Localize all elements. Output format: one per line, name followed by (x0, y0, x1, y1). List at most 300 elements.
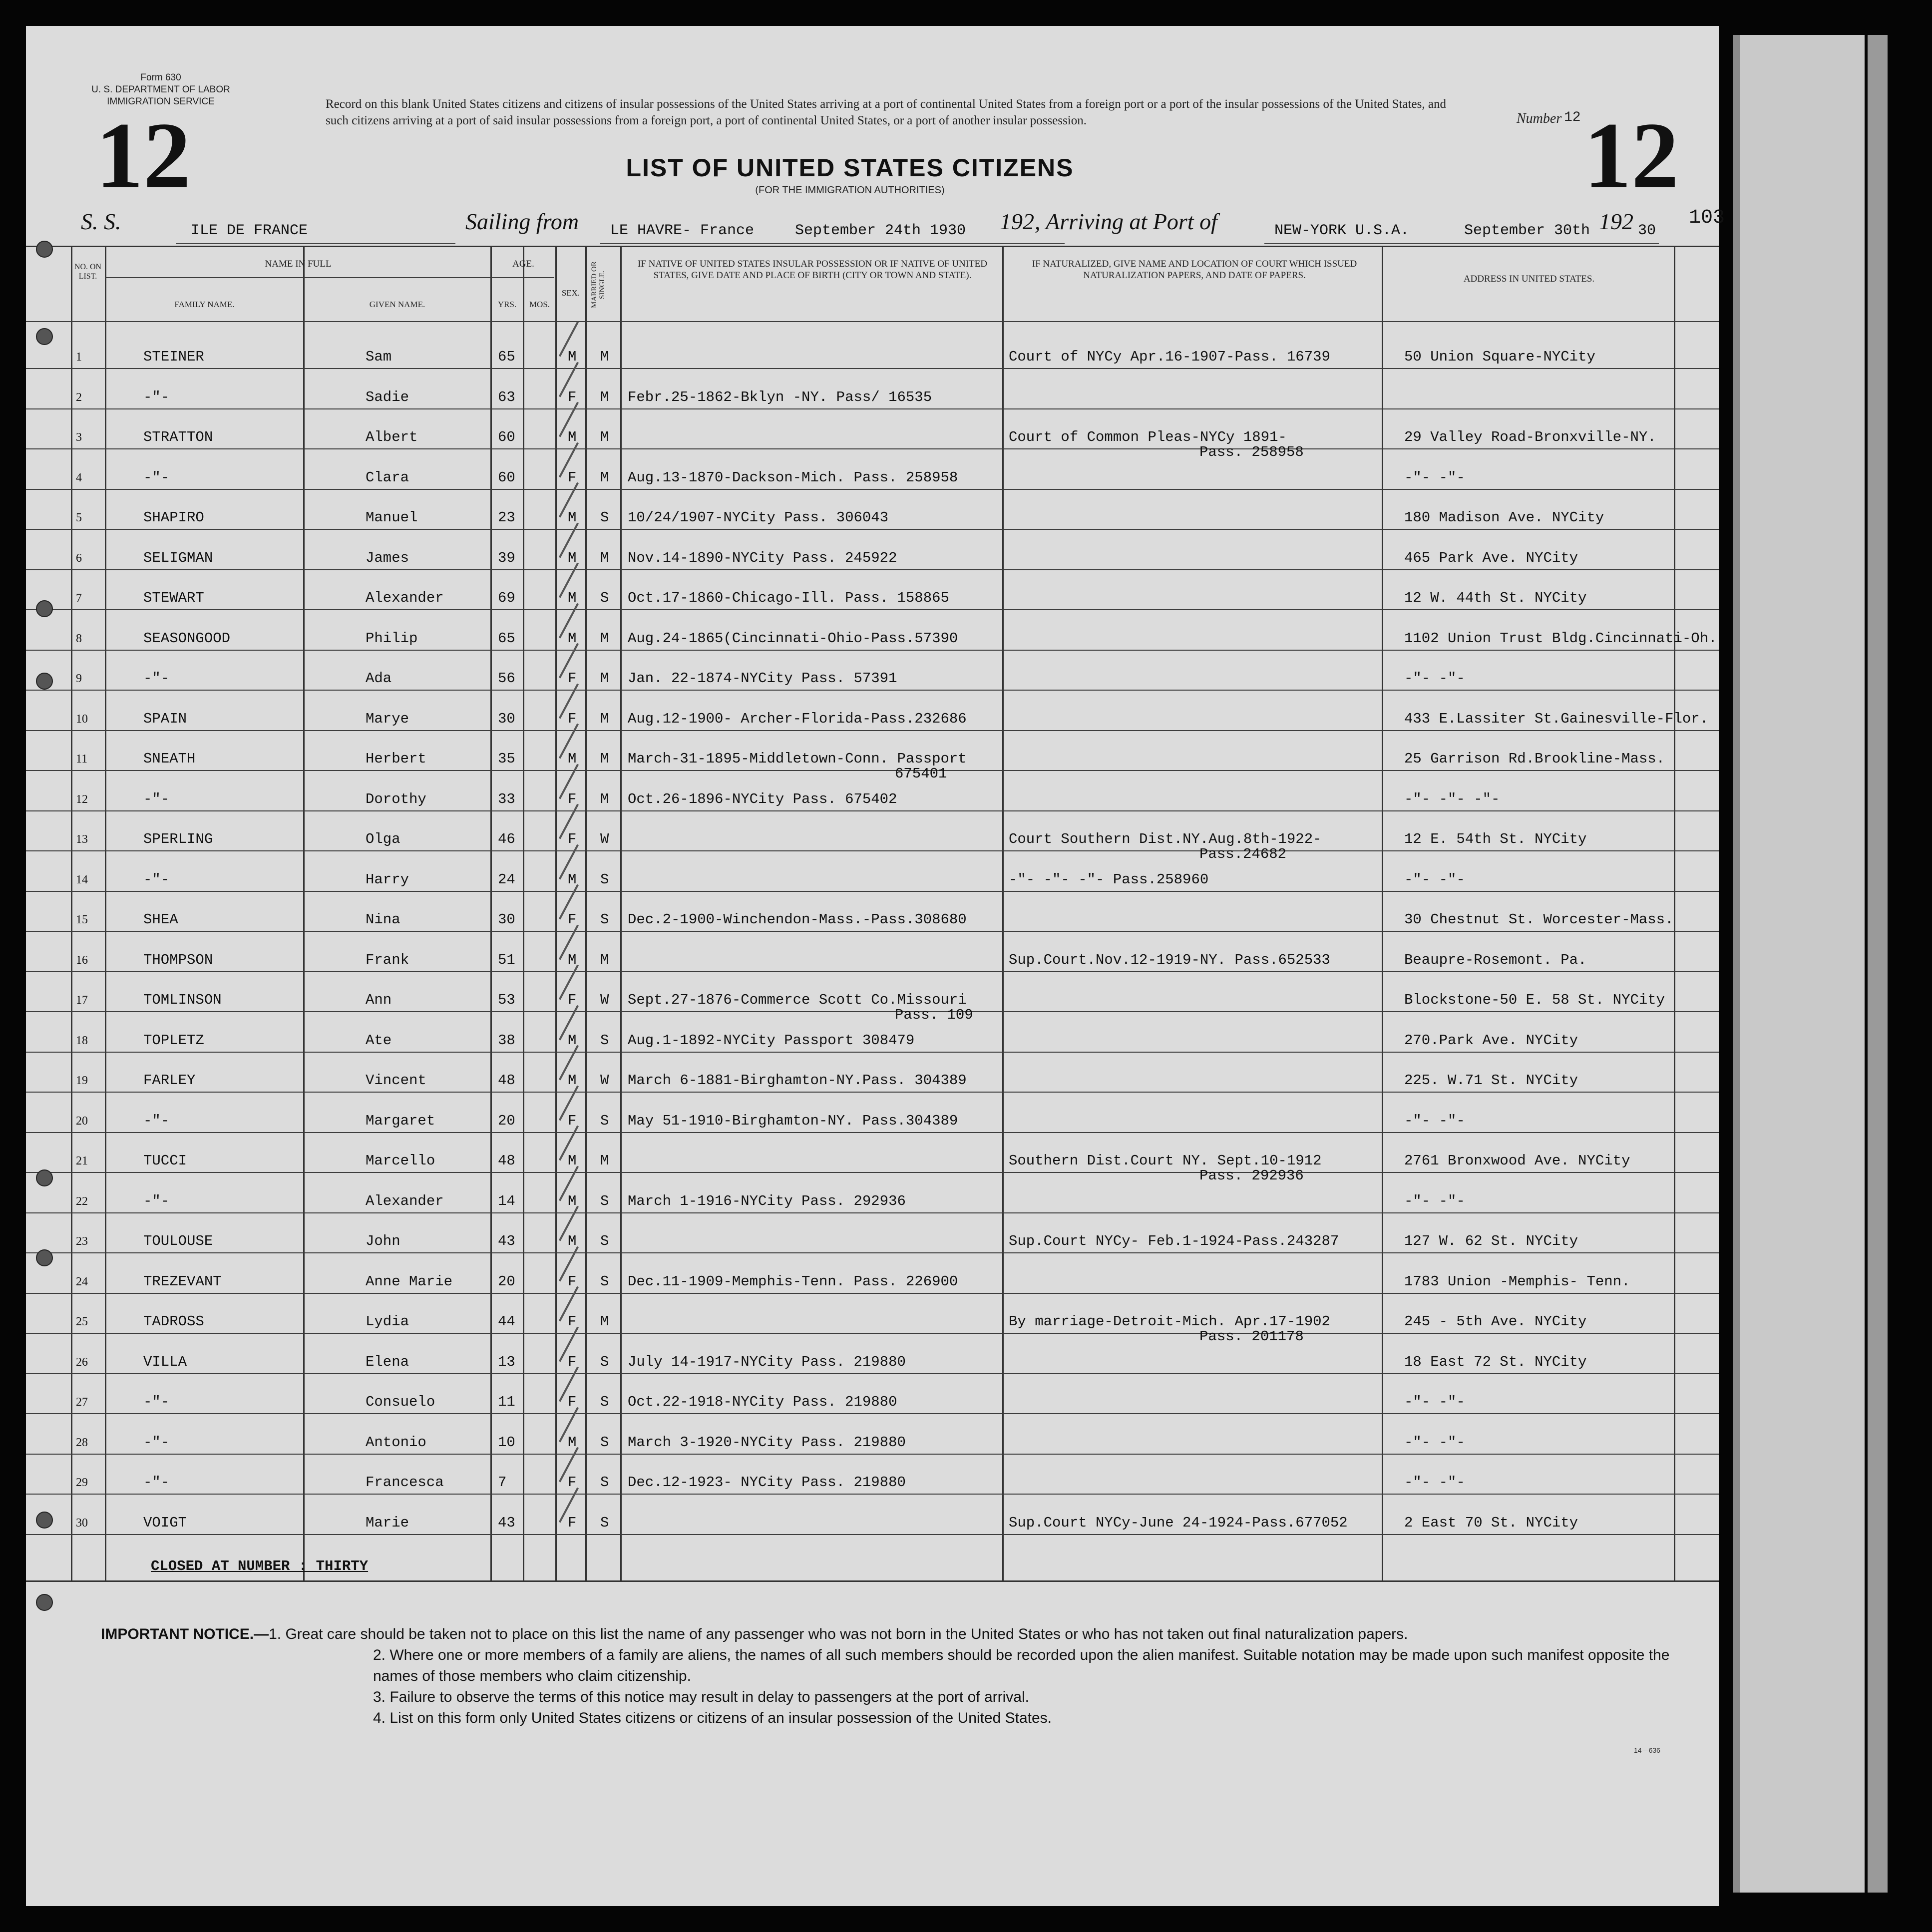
table-row (26, 935, 1719, 975)
sex: M (568, 871, 577, 888)
service-name: IMMIGRATION SERVICE (107, 96, 215, 107)
family-name: TUCCI (143, 1153, 187, 1169)
marital-status: M (600, 670, 609, 687)
page-subtitle: (FOR THE IMMIGRATION AUTHORITIES) (755, 185, 945, 196)
marital-status: M (600, 630, 609, 647)
marital-status: M (600, 1313, 609, 1330)
address: 50 Union Square-NYCity (1404, 349, 1595, 365)
header-name-in-full: NAME IN FULL (265, 259, 332, 269)
sailing-date: September 24th 1930 (795, 222, 966, 239)
marital-status: W (600, 1072, 609, 1089)
family-name: -"- (143, 1112, 170, 1129)
page-title: LIST OF UNITED STATES CITIZENS (626, 154, 1074, 182)
stamped-list-number-left: 12 (96, 103, 191, 208)
row-number: 19 (76, 1074, 88, 1087)
age-years: 14 (498, 1192, 515, 1209)
sex: M (568, 630, 577, 647)
naturalization-info: Sup.Court.Nov.12-1919-NY. Pass.652533 (1009, 951, 1330, 968)
family-name: SPAIN (143, 710, 187, 727)
age-years: 23 (498, 509, 515, 526)
sex: F (568, 1353, 577, 1370)
manifest-page (26, 26, 1725, 1906)
sex: F (568, 388, 577, 405)
given-name: Francesca (366, 1474, 444, 1491)
year-prefix-arrival: 192 (1599, 209, 1633, 234)
family-name: SEASONGOOD (143, 630, 231, 647)
birth-info: Aug.24-1865(Cincinnati-Ohio-Pass.57390 (628, 630, 958, 647)
given-name: Alexander (366, 1192, 444, 1209)
number-value: 12 (1564, 110, 1581, 125)
notice-item-1: 1. Great care should be taken not to place on this list the name of any passenger who was not born in the United States or who has not taken out final naturalization papers. (269, 1626, 1408, 1642)
row-number: 30 (76, 1516, 88, 1530)
row-rule (26, 1252, 1719, 1253)
table-row (26, 1016, 1719, 1056)
given-name: Ada (366, 670, 392, 687)
birth-info: Oct.22-1918-NYCity Pass. 219880 (628, 1394, 897, 1410)
age-years: 44 (498, 1313, 515, 1330)
important-notice (101, 1624, 1699, 1729)
punch-hole (36, 1169, 53, 1186)
family-name: SNEATH (143, 751, 196, 767)
given-name: Sam (366, 349, 392, 365)
sailing-from-label: Sailing from (465, 209, 579, 234)
punch-hole (36, 600, 53, 617)
birth-info-continued: Pass. 109 (895, 1007, 973, 1023)
header-married-single: MARRIED OR SINGLE. (590, 261, 606, 308)
punch-hole (36, 673, 53, 690)
table-row (26, 1096, 1719, 1136)
marital-status: M (600, 1153, 609, 1169)
address: 25 Garrison Rd.Brookline-Mass. (1404, 751, 1665, 767)
sex: M (568, 509, 577, 526)
row-rule (26, 1011, 1719, 1012)
table-row (26, 1257, 1719, 1297)
header-family-name: FAMILY NAME. (174, 300, 235, 309)
form-identifier (76, 72, 246, 108)
row-rule (26, 529, 1719, 530)
row-rule (26, 1534, 1719, 1535)
family-name: THOMPSON (143, 951, 213, 968)
age-years: 33 (498, 790, 515, 807)
sex: M (568, 549, 577, 566)
row-rule (26, 931, 1719, 932)
sex: M (568, 751, 577, 767)
row-rule (26, 1333, 1719, 1334)
family-name: STEINER (143, 349, 204, 365)
table-row (26, 1418, 1719, 1458)
number-label: Number (1517, 111, 1562, 126)
marital-status: S (600, 590, 609, 606)
given-name: Ate (366, 1032, 392, 1049)
row-number: 16 (76, 953, 88, 967)
stamped-list-number-right: 12 (1584, 103, 1679, 208)
table-row (26, 373, 1719, 412)
family-name: VOIGT (143, 1514, 187, 1531)
table-row (26, 1297, 1719, 1345)
row-number: 14 (76, 873, 88, 886)
table-row (26, 975, 1719, 1023)
sex: M (568, 1153, 577, 1169)
given-name: Ann (366, 992, 392, 1008)
age-years: 13 (498, 1353, 515, 1370)
family-name: SHEA (143, 911, 178, 928)
family-name: -"- (143, 790, 170, 807)
sex: M (568, 1032, 577, 1049)
table-row (26, 1056, 1719, 1096)
marital-status: S (600, 1434, 609, 1451)
age-years: 11 (498, 1394, 515, 1410)
family-name: TOMLINSON (143, 992, 222, 1008)
passenger-table (26, 246, 1719, 1582)
sex: M (568, 951, 577, 968)
row-number: 4 (76, 471, 82, 484)
arrival-date: September 30th (1464, 222, 1590, 239)
birth-info: Aug.1-1892-NYCity Passport 308479 (628, 1032, 915, 1049)
naturalization-info-continued: Pass. 258958 (1199, 444, 1304, 460)
birth-info: May 51-1910-Birghamton-NY. Pass.304389 (628, 1112, 958, 1129)
address: 29 Valley Road-Bronxville-NY. (1404, 429, 1656, 445)
table-row (26, 1216, 1719, 1256)
header-subrule (105, 277, 554, 278)
marital-status: M (600, 349, 609, 365)
sex: F (568, 469, 577, 486)
year-suffix-arrival: 30 (1638, 222, 1656, 239)
row-rule (26, 1373, 1719, 1374)
birth-info: Febr.25-1862-Bklyn -NY. Pass/ 16535 (628, 388, 932, 405)
age-years: 35 (498, 751, 515, 767)
address: 433 E.Lassiter St.Gainesville-Flor. (1404, 710, 1709, 727)
header-birth: IF NATIVE OF UNITED STATES INSULAR POSSESSION OR IF NATIVE OF UNITED STATES, GIVE DATE AND PLACE OF BIRTH (CITY OR TOWN AND STATE). (638, 259, 987, 281)
family-name: TADROSS (143, 1313, 204, 1330)
birth-info: Dec.12-1923- NYCity Pass. 219880 (628, 1474, 906, 1491)
family-name: STRATTON (143, 429, 213, 445)
notice-heading: IMPORTANT NOTICE.— (101, 1626, 269, 1642)
table-row (26, 895, 1719, 935)
given-name: Marcello (366, 1153, 435, 1169)
row-number: 25 (76, 1315, 88, 1328)
row-number: 27 (76, 1396, 88, 1409)
row-rule (26, 690, 1719, 691)
family-name: -"- (143, 388, 170, 405)
row-number: 10 (76, 712, 88, 726)
family-name: TOPLETZ (143, 1032, 204, 1049)
given-name: Alexander (366, 590, 444, 606)
naturalization-info-continued: Pass. 201178 (1199, 1328, 1304, 1345)
given-name: Sadie (366, 388, 409, 405)
address: -"- -"- (1404, 1474, 1465, 1491)
header-age-months: MOS. (529, 300, 550, 309)
given-name: Vincent (366, 1072, 426, 1089)
marital-status: M (600, 951, 609, 968)
given-name: Antonio (366, 1434, 426, 1451)
sex: F (568, 670, 577, 687)
sex: M (568, 1434, 577, 1451)
address: 2 East 70 St. NYCity (1404, 1514, 1578, 1531)
address: 1783 Union -Memphis- Tenn. (1404, 1273, 1630, 1290)
marital-status: M (600, 429, 609, 445)
address: -"- -"- (1404, 670, 1465, 687)
instructions-text: Record on this blank United States citizens and citizens of insular possessions of the United States arriving at a port of continental United States from a foreign port or a port of the insular possessions of the United States, and such citizens arriving at a port of said insular possessions from a foreign port, a port of continental United States, or a port of another insular possession. (326, 97, 1446, 127)
row-number: 23 (76, 1235, 88, 1248)
address: -"- -"- -"- (1404, 790, 1500, 807)
birth-info: 10/24/1907-NYCity Pass. 306043 (628, 509, 889, 526)
closed-at-number: CLOSED AT NUMBER : THIRTY (151, 1558, 369, 1574)
family-name: -"- (143, 469, 170, 486)
marital-status: M (600, 469, 609, 486)
marital-status: S (600, 911, 609, 928)
row-rule (26, 1132, 1719, 1133)
table-row (26, 1136, 1719, 1184)
birth-info: Dec.11-1909-Memphis-Tenn. Pass. 226900 (628, 1273, 958, 1290)
age-years: 48 (498, 1153, 515, 1169)
marital-status: M (600, 790, 609, 807)
row-number: 7 (76, 592, 82, 605)
given-name: Nina (366, 911, 400, 928)
address: 12 E. 54th St. NYCity (1404, 831, 1587, 847)
naturalization-info-continued: Pass. 292936 (1199, 1167, 1304, 1184)
header-given-name: GIVEN NAME. (369, 300, 425, 309)
address: -"- -"- (1404, 871, 1465, 888)
ship-name: ILE DE FRANCE (191, 222, 308, 239)
age-years: 56 (498, 670, 515, 687)
row-rule (26, 569, 1719, 570)
row-rule (26, 730, 1719, 731)
row-number: 12 (76, 792, 88, 806)
given-name: Consuelo (366, 1394, 435, 1410)
address: 180 Madison Ave. NYCity (1404, 509, 1604, 526)
sex: M (568, 1233, 577, 1249)
naturalization-info: Southern Dist.Court NY. Sept.10-1912 (1009, 1153, 1322, 1169)
given-name: Manuel (366, 509, 418, 526)
given-name: Herbert (366, 751, 426, 767)
address: 1102 Union Trust Bldg.Cincinnati-Oh. (1404, 630, 1717, 647)
age-years: 43 (498, 1233, 515, 1249)
table-row (26, 1498, 1719, 1538)
header-naturalized: IF NATURALIZED, GIVE NAME AND LOCATION OF COURT WHICH ISSUED NATURALIZATION PAPERS, AND DATE OF PAPERS. (1032, 259, 1357, 281)
row-number: 26 (76, 1355, 88, 1369)
form-number: Form 630 (140, 72, 181, 83)
birth-info: March 1-1916-NYCity Pass. 292936 (628, 1192, 906, 1209)
ss-label: S. S. (81, 209, 121, 234)
arrival-underline (1264, 243, 1659, 244)
family-name: -"- (143, 1474, 170, 1491)
row-number: 11 (76, 753, 88, 766)
marital-status: W (600, 831, 609, 847)
row-number: 18 (76, 1034, 88, 1047)
address: Beaupre-Rosemont. Pa. (1404, 951, 1587, 968)
binder-edge (1868, 35, 1888, 1893)
table-row (26, 654, 1719, 694)
row-number: 29 (76, 1476, 88, 1489)
row-number: 28 (76, 1436, 88, 1449)
row-number: 15 (76, 913, 88, 926)
row-rule (26, 609, 1719, 610)
table-row (26, 573, 1719, 613)
marital-status: M (600, 710, 609, 727)
header-age: AGE. (512, 259, 534, 269)
family-name: FARLEY (143, 1072, 196, 1089)
age-years: 30 (498, 710, 515, 727)
table-row (26, 533, 1719, 573)
given-name: Frank (366, 951, 409, 968)
row-number: 21 (76, 1155, 88, 1167)
sex: F (568, 1474, 577, 1491)
table-row (26, 453, 1719, 493)
given-name: John (366, 1233, 400, 1249)
header-rule (26, 321, 1719, 322)
family-name: -"- (143, 1192, 170, 1209)
age-years: 43 (498, 1514, 515, 1531)
age-years: 39 (498, 549, 515, 566)
row-number: 6 (76, 551, 82, 565)
table-row (26, 1377, 1719, 1417)
address: 465 Park Ave. NYCity (1404, 549, 1578, 566)
table-row (26, 855, 1719, 895)
family-name: -"- (143, 871, 170, 888)
row-rule (26, 850, 1719, 851)
birth-info: Oct.17-1860-Chicago-Ill. Pass. 158865 (628, 590, 949, 606)
age-years: 65 (498, 349, 515, 365)
age-years: 38 (498, 1032, 515, 1049)
header-sex: SEX. (561, 288, 580, 298)
marital-status: S (600, 1273, 609, 1290)
row-number: 2 (76, 390, 82, 404)
age-years: 69 (498, 590, 515, 606)
marital-status: M (600, 388, 609, 405)
next-page-edge (1733, 35, 1865, 1893)
age-years: 24 (498, 871, 515, 888)
row-rule (26, 1413, 1719, 1414)
table-row (26, 1337, 1719, 1377)
age-years: 20 (498, 1273, 515, 1290)
naturalization-info: Court of NYCy Apr.16-1907-Pass. 16739 (1009, 349, 1330, 365)
family-name: SHAPIRO (143, 509, 204, 526)
voyage-line (26, 208, 1719, 241)
punch-hole (36, 1249, 53, 1266)
sex: F (568, 1514, 577, 1531)
punch-hole (36, 1594, 53, 1611)
row-rule (26, 1454, 1719, 1455)
marital-status: S (600, 1514, 609, 1531)
table-row (26, 1458, 1719, 1498)
form-code: 14—636 (1634, 1746, 1660, 1754)
sex: M (568, 1192, 577, 1209)
row-rule (26, 1212, 1719, 1213)
row-rule (26, 770, 1719, 771)
table-row (26, 412, 1719, 460)
birth-info: July 14-1917-NYCity Pass. 219880 (628, 1353, 906, 1370)
family-name: SPERLING (143, 831, 213, 847)
family-name: STEWART (143, 590, 204, 606)
sex: F (568, 831, 577, 847)
address: 225. W.71 St. NYCity (1404, 1072, 1578, 1089)
sex: M (568, 1072, 577, 1089)
age-years: 30 (498, 911, 515, 928)
birth-info: March 3-1920-NYCity Pass. 219880 (628, 1434, 906, 1451)
address: -"- -"- (1404, 1112, 1465, 1129)
address: 270.Park Ave. NYCity (1404, 1032, 1578, 1049)
sex: F (568, 1394, 577, 1410)
address: 18 East 72 St. NYCity (1404, 1353, 1587, 1370)
age-years: 20 (498, 1112, 515, 1129)
birth-info: Nov.14-1890-NYCity Pass. 245922 (628, 549, 897, 566)
given-name: Marie (366, 1514, 409, 1531)
given-name: Clara (366, 469, 409, 486)
table-row (26, 774, 1719, 814)
row-number: 24 (76, 1275, 88, 1288)
naturalization-info: Court of Common Pleas-NYCy 1891- (1009, 429, 1287, 445)
naturalization-info: Court Southern Dist.NY.Aug.8th-1922- (1009, 831, 1322, 847)
age-years: 60 (498, 429, 515, 445)
row-number: 1 (76, 351, 82, 364)
given-name: Lydia (366, 1313, 409, 1330)
sex: F (568, 1273, 577, 1290)
table-row (26, 694, 1719, 734)
row-number: 17 (76, 994, 88, 1007)
given-name: Olga (366, 831, 400, 847)
birth-info: Aug.12-1900- Archer-Florida-Pass.232686 (628, 710, 967, 727)
age-years: 65 (498, 630, 515, 647)
notice-item-2: 2. Where one or more members of a family are aliens, the names of all such members should be recorded upon the alien manifest. Suitable notation may be made upon such manifest opposite the names of those members who claim citizenship. (373, 1647, 1670, 1684)
sex: F (568, 1112, 577, 1129)
address: 12 W. 44th St. NYCity (1404, 590, 1587, 606)
family-name: -"- (143, 1434, 170, 1451)
row-number: 5 (76, 511, 82, 524)
sex: M (568, 349, 577, 365)
age-years: 63 (498, 388, 515, 405)
row-rule (26, 1293, 1719, 1294)
family-name: -"- (143, 1394, 170, 1410)
naturalization-info: By marriage-Detroit-Mich. Apr.17-1902 (1009, 1313, 1330, 1330)
department-name: U. S. DEPARTMENT OF LABOR (91, 84, 230, 95)
birth-info-continued: 675401 (895, 766, 947, 782)
age-years: 60 (498, 469, 515, 486)
notice-item-3: 3. Failure to observe the terms of this notice may result in delay to passengers at the port of arrival. (373, 1689, 1029, 1705)
address: -"- -"- (1404, 469, 1465, 486)
family-name: VILLA (143, 1353, 187, 1370)
row-rule (26, 1092, 1719, 1093)
age-years: 46 (498, 831, 515, 847)
row-rule (26, 891, 1719, 892)
address: 127 W. 62 St. NYCity (1404, 1233, 1578, 1249)
row-rule (26, 1052, 1719, 1053)
row-number: 3 (76, 431, 82, 444)
given-name: Philip (366, 630, 418, 647)
sex: F (568, 992, 577, 1008)
age-years: 51 (498, 951, 515, 968)
age-years: 53 (498, 992, 515, 1008)
address: -"- -"- (1404, 1394, 1465, 1410)
address: 245 - 5th Ave. NYCity (1404, 1313, 1587, 1330)
sex: M (568, 429, 577, 445)
birth-info: Sept.27-1876-Commerce Scott Co.Missouri (628, 992, 967, 1008)
marital-status: S (600, 871, 609, 888)
given-name: Albert (366, 429, 418, 445)
age-years: 10 (498, 1434, 515, 1451)
table-row (26, 614, 1719, 654)
address: 2761 Bronxwood Ave. NYCity (1404, 1153, 1630, 1169)
row-number: 8 (76, 632, 82, 645)
row-rule (26, 489, 1719, 490)
row-rule (26, 408, 1719, 409)
row-rule (26, 1172, 1719, 1173)
row-number: 9 (76, 672, 82, 685)
age-years: 7 (498, 1474, 507, 1491)
marital-status: S (600, 1192, 609, 1209)
marital-status: M (600, 549, 609, 566)
row-number: 13 (76, 833, 88, 846)
given-name: Margaret (366, 1112, 435, 1129)
